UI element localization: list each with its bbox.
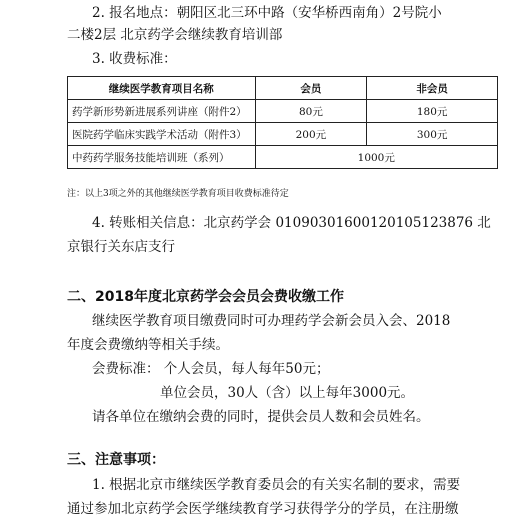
- fee-standard-unit: 单位会员，30人（含）以上每年3000元。: [160, 385, 415, 401]
- project-name-cell: 医院药学临床实践学术活动（附件3）: [68, 123, 256, 146]
- section-heading-notes: 三、注意事项：: [67, 452, 165, 468]
- project-name-cell: 药学新形势新进展系列讲座（附件2）: [68, 100, 256, 123]
- transfer-info-line2: 京银行关东店支行: [67, 239, 175, 255]
- notes-paragraph-line2: 通过参加北京药学会医学继续教育学习获得学分的学员，在注册缴: [67, 501, 459, 517]
- fee-table-header: 会员: [255, 77, 367, 100]
- transfer-info-line1: 4. 转账相关信息：北京药学会 0109030160012010512​3876 北: [92, 215, 491, 231]
- table-row: [68, 146, 498, 169]
- membership-paragraph-line1: 继续医学教育项目缴费同时可办理药学会新会员入会、2018: [92, 313, 451, 329]
- fee-standard-individual: 会费标准： 个人会员，每人每年50元；: [92, 361, 330, 377]
- merged-fee-cell: 1000元: [255, 146, 497, 169]
- table-note: 注：以上3项之外的其他继续医学教育项目收费标准待定: [67, 189, 289, 199]
- notes-paragraph-line1: 1. 根据北京市继续医学教育委员会的有关实名制的要求，需要: [92, 477, 461, 493]
- fee-table-header: 非会员: [367, 77, 498, 100]
- registration-location-line2: 二楼2层 北京药学会继续教育培训部: [67, 27, 283, 43]
- fee-table-header: 继续医学教育项目名称: [68, 77, 256, 100]
- membership-paragraph-line2: 年度会费缴纳等相关手续。: [67, 337, 229, 353]
- member-fee-cell: 200元: [255, 123, 367, 146]
- table-row: [68, 100, 498, 123]
- project-name-cell: 中药药学服务技能培训班（系列）: [68, 146, 256, 169]
- nonmember-fee-cell: 300元: [367, 123, 498, 146]
- table-row: [68, 123, 498, 146]
- fee-table: [67, 76, 498, 169]
- member-fee-cell: 80元: [255, 100, 367, 123]
- fee-standard-label: 3. 收费标准：: [92, 51, 177, 67]
- membership-paragraph-2: 请各单位在缴纳会费的同时，提供会员人数和会员姓名。: [92, 409, 430, 425]
- fee-table-header-row: [68, 77, 498, 100]
- nonmember-fee-cell: 180元: [367, 100, 498, 123]
- section-heading-membership-fee: 二、2018年度北京药学会会员会费收缴工作: [67, 289, 344, 305]
- registration-location-line1: 2. 报名地点：朝阳区北三环中路（安华桥西南角）2号院小: [92, 5, 442, 21]
